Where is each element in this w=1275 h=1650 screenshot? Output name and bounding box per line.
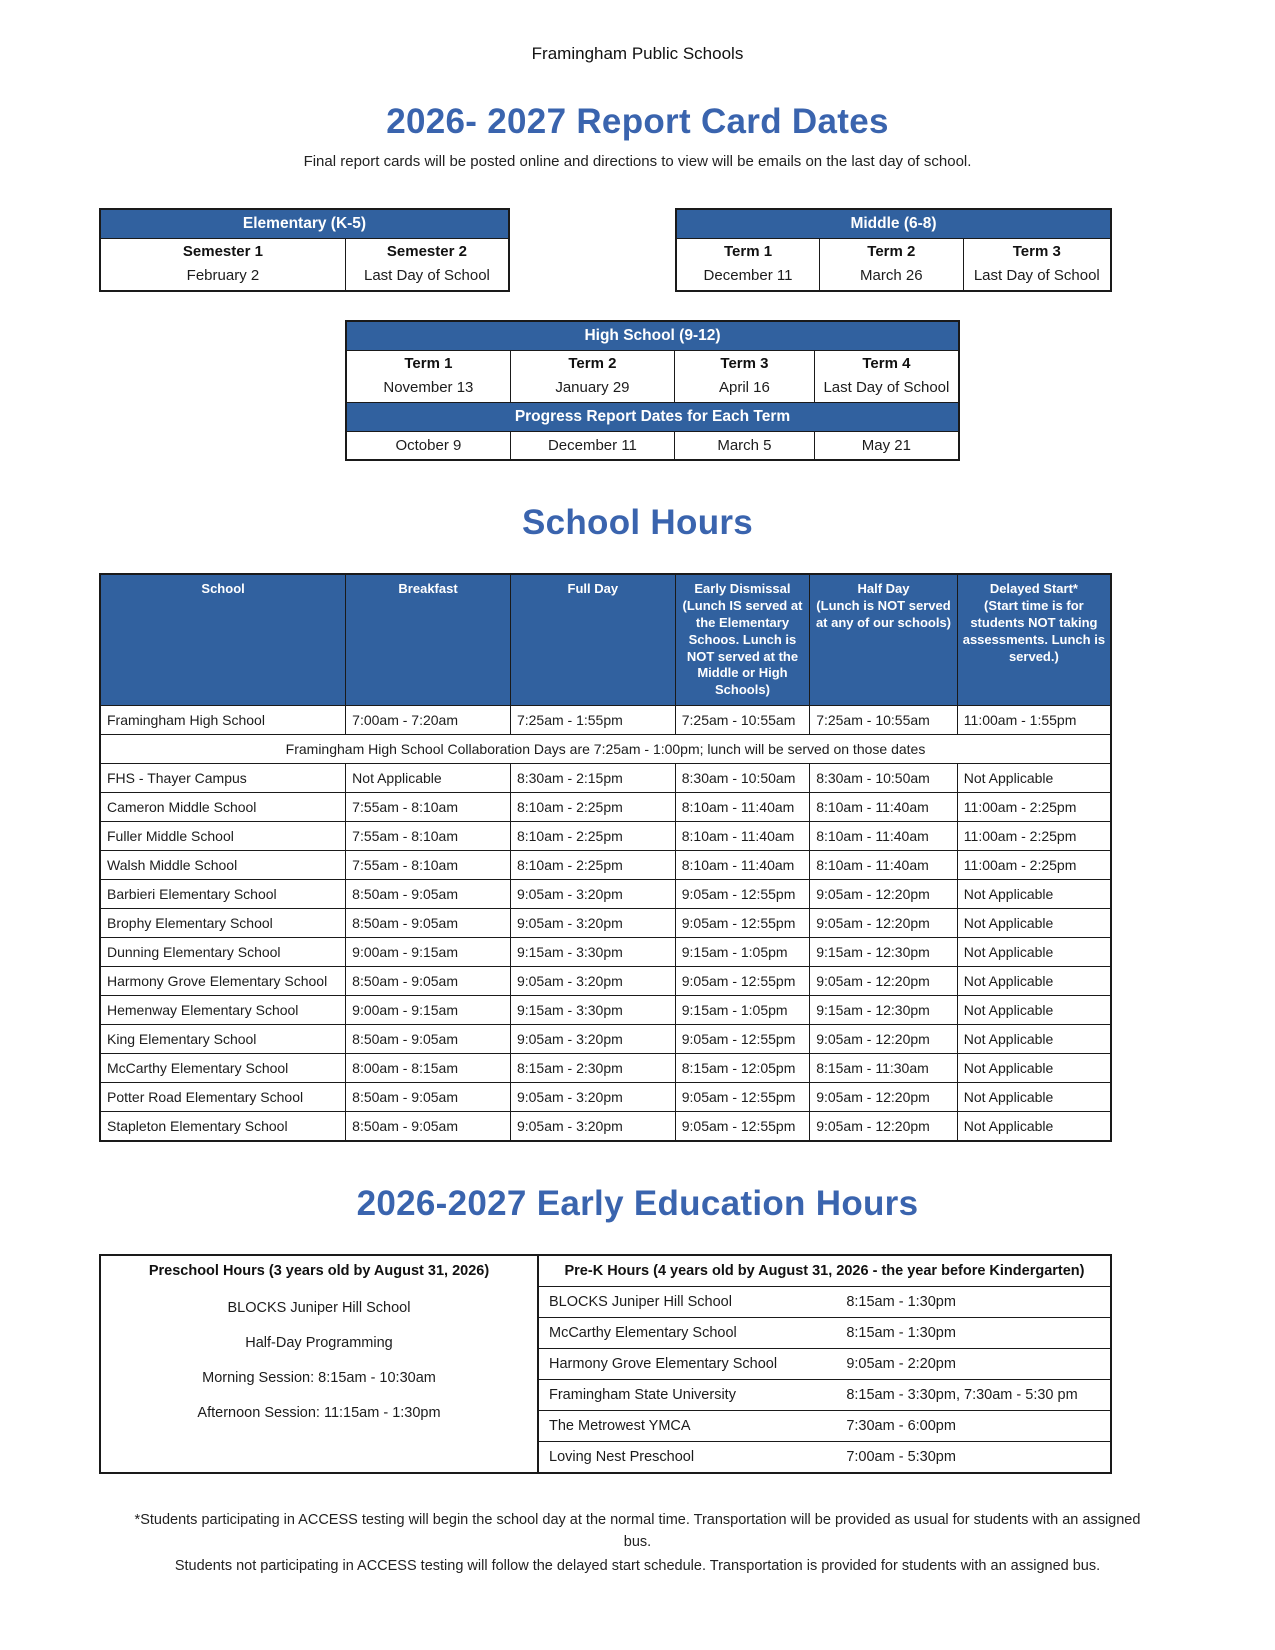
breakfast-cell: 8:50am - 9:05am [346, 909, 511, 938]
high-school-table-title: High School (9-12) [346, 321, 959, 351]
school-name-cell: Stapleton Elementary School [100, 1112, 346, 1142]
column-header-full-day [510, 574, 675, 706]
prek-site-hours: 7:30am - 6:00pm [846, 1418, 956, 1435]
term-label: Term 4 [862, 355, 911, 372]
full-day-cell: 8:10am - 2:25pm [510, 793, 675, 822]
middle-table-title: Middle (6-8) [676, 209, 1111, 239]
breakfast-cell: 7:55am - 8:10am [346, 793, 511, 822]
table-row [100, 938, 1111, 967]
school-name-cell: Brophy Elementary School [100, 909, 346, 938]
early-dismissal-cell: 8:30am - 10:50am [675, 764, 809, 793]
column-label: Delayed Start* [989, 581, 1078, 596]
table-row [346, 403, 959, 432]
school-name-cell: Dunning Elementary School [100, 938, 346, 967]
school-name-cell: Walsh Middle School [100, 851, 346, 880]
full-day-cell: 9:15am - 3:30pm [510, 938, 675, 967]
prek-site-hours: 7:00am - 5:30pm [846, 1449, 956, 1466]
early-dismissal-cell: 8:15am - 12:05pm [675, 1054, 809, 1083]
delayed-start-cell: Not Applicable [957, 1054, 1111, 1083]
access-testing-footnote: *Students participating in ACCESS testing will begin the school day at the normal time. Transportation will be provided as usual for students with an assigned bus. [134, 1512, 1141, 1550]
half-day-cell: 8:10am - 11:40am [810, 793, 958, 822]
half-day-cell: 9:05am - 12:20pm [810, 1112, 958, 1142]
half-day-cell: 9:05am - 12:20pm [810, 880, 958, 909]
school-name-cell: Barbieri Elementary School [100, 880, 346, 909]
full-day-cell: 7:25am - 1:55pm [510, 706, 675, 735]
term-label: Term 3 [720, 355, 769, 372]
footnotes [123, 1510, 1153, 1577]
prek-site-name: Framingham State University [549, 1387, 736, 1404]
school-name-cell: Cameron Middle School [100, 793, 346, 822]
school-name-cell: FHS - Thayer Campus [100, 764, 346, 793]
full-day-cell: 9:05am - 3:20pm [510, 909, 675, 938]
table-row [100, 1025, 1111, 1054]
table-row [100, 880, 1111, 909]
delayed-start-footnote: Students not participating in ACCESS testing will follow the delayed start schedule. Transportation is provided for students with an assigned bus. [174, 1557, 1101, 1574]
breakfast-cell: 7:00am - 7:20am [346, 706, 511, 735]
half-day-cell: 9:05am - 12:20pm [810, 1083, 958, 1112]
preschool-line: Half-Day Programming [245, 1335, 393, 1352]
elementary-table-title: Elementary (K-5) [100, 209, 509, 239]
early-dismissal-cell: 8:10am - 11:40am [675, 793, 809, 822]
elementary-semester1-cell [100, 239, 345, 292]
half-day-cell: 9:05am - 12:20pm [810, 909, 958, 938]
table-row [100, 764, 1111, 793]
table-row [100, 239, 509, 292]
prek-site-hours: 8:15am - 1:30pm [846, 1325, 956, 1342]
prek-row [539, 1411, 1110, 1442]
table-row [100, 996, 1111, 1025]
early-education-title: 2026-2027 Early Education Hours [356, 1184, 919, 1224]
school-name-cell: Hemenway Elementary School [100, 996, 346, 1025]
prek-site-name: The Metrowest YMCA [549, 1418, 691, 1435]
half-day-cell: 8:10am - 11:40am [810, 822, 958, 851]
table-row [100, 822, 1111, 851]
breakfast-cell: 8:50am - 9:05am [346, 1112, 511, 1142]
prek-hours-header: Pre-K Hours (4 years old by August 31, 2026 - the year before Kindergarten) [539, 1256, 1110, 1287]
term-date: November 13 [383, 379, 474, 396]
half-day-cell: 9:15am - 12:30pm [810, 938, 958, 967]
early-dismissal-cell: 9:05am - 12:55pm [675, 909, 809, 938]
column-label: Half Day [857, 581, 910, 596]
full-day-cell: 9:05am - 3:20pm [510, 1025, 675, 1054]
early-dismissal-cell: 8:10am - 11:40am [675, 851, 809, 880]
column-label: Early Dismissal [694, 581, 791, 596]
school-hours-title: School Hours [521, 503, 754, 542]
full-day-cell: 9:15am - 3:30pm [510, 996, 675, 1025]
report-card-dates-subtitle: Final report cards will be posted online and directions to view will be emails on the last day of school. [303, 153, 972, 170]
column-header-school [100, 574, 346, 706]
elementary-semester2-cell [345, 239, 509, 292]
delayed-start-cell: Not Applicable [957, 938, 1111, 967]
delayed-start-cell: Not Applicable [957, 909, 1111, 938]
breakfast-cell: 7:55am - 8:10am [346, 822, 511, 851]
delayed-start-cell: 11:00am - 2:25pm [957, 793, 1111, 822]
delayed-start-cell: Not Applicable [957, 764, 1111, 793]
column-header-breakfast [346, 574, 511, 706]
early-dismissal-cell: 9:05am - 12:55pm [675, 1025, 809, 1054]
prek-site-name: McCarthy Elementary School [549, 1325, 737, 1342]
progress-date-cell: December 11 [510, 432, 674, 461]
early-dismissal-cell: 7:25am - 10:55am [675, 706, 809, 735]
term-date: Last Day of School [973, 267, 1100, 284]
delayed-start-cell: Not Applicable [957, 1112, 1111, 1142]
early-dismissal-cell: 8:10am - 11:40am [675, 822, 809, 851]
breakfast-cell: 9:00am - 9:15am [346, 996, 511, 1025]
school-name-cell: Potter Road Elementary School [100, 1083, 346, 1112]
column-label: School [201, 581, 245, 596]
early-dismissal-cell: 9:15am - 1:05pm [675, 996, 809, 1025]
delayed-start-cell: Not Applicable [957, 1025, 1111, 1054]
prek-row [539, 1442, 1110, 1472]
prek-row [539, 1380, 1110, 1411]
table-row [676, 239, 1111, 292]
delayed-start-cell: Not Applicable [957, 996, 1111, 1025]
table-row [100, 909, 1111, 938]
table-row [100, 1083, 1111, 1112]
full-day-cell: 9:05am - 3:20pm [510, 967, 675, 996]
full-day-cell: 8:10am - 2:25pm [510, 822, 675, 851]
term-date: December 11 [703, 267, 793, 284]
middle-term3-cell [963, 239, 1111, 292]
column-label: Breakfast [398, 581, 458, 596]
half-day-cell: 7:25am - 10:55am [810, 706, 958, 735]
early-dismissal-cell: 9:05am - 12:55pm [675, 967, 809, 996]
table-row [346, 432, 959, 461]
table-row [100, 967, 1111, 996]
delayed-start-cell: 11:00am - 1:55pm [957, 706, 1111, 735]
half-day-cell: 9:05am - 12:20pm [810, 1025, 958, 1054]
breakfast-cell: 7:55am - 8:10am [346, 851, 511, 880]
column-header-half-day [810, 574, 958, 706]
delayed-start-cell: Not Applicable [957, 1083, 1111, 1112]
term-label: Term 2 [867, 243, 916, 260]
table-row [100, 851, 1111, 880]
high-term3-cell [675, 351, 815, 403]
report-dates-tables-row [99, 208, 1112, 292]
progress-date-cell: March 5 [675, 432, 815, 461]
breakfast-cell: Not Applicable [346, 764, 511, 793]
term-date: April 16 [719, 379, 770, 396]
prek-row [539, 1318, 1110, 1349]
column-label: Full Day [567, 581, 619, 596]
breakfast-cell: 8:50am - 9:05am [346, 1025, 511, 1054]
full-day-cell: 9:05am - 3:20pm [510, 1083, 675, 1112]
breakfast-cell: 8:00am - 8:15am [346, 1054, 511, 1083]
delayed-start-cell: 11:00am - 2:25pm [957, 851, 1111, 880]
full-day-cell: 9:05am - 3:20pm [510, 880, 675, 909]
half-day-cell: 9:15am - 12:30pm [810, 996, 958, 1025]
high-term1-cell [346, 351, 510, 403]
preschool-line: BLOCKS Juniper Hill School [227, 1300, 411, 1317]
school-name-cell: Framingham High School [100, 706, 346, 735]
half-day-cell: 8:15am - 11:30am [810, 1054, 958, 1083]
breakfast-cell: 8:50am - 9:05am [346, 880, 511, 909]
school-name-cell: Harmony Grove Elementary School [100, 967, 346, 996]
term-label: Term 3 [1012, 243, 1061, 260]
preschool-line: Afternoon Session: 11:15am - 1:30pm [197, 1405, 441, 1422]
preschool-line: Morning Session: 8:15am - 10:30am [202, 1370, 436, 1387]
prek-site-name: BLOCKS Juniper Hill School [549, 1294, 732, 1311]
breakfast-cell: 8:50am - 9:05am [346, 967, 511, 996]
school-hours-table [99, 573, 1112, 1142]
table-row [100, 1054, 1111, 1083]
column-header-early-dismissal [675, 574, 809, 706]
early-dismissal-cell: 9:05am - 12:55pm [675, 880, 809, 909]
breakfast-cell: 9:00am - 9:15am [346, 938, 511, 967]
early-dismissal-cell: 9:15am - 1:05pm [675, 938, 809, 967]
report-card-dates-title: 2026- 2027 Report Card Dates [386, 102, 889, 141]
preschool-hours-header: Preschool Hours (3 years old by August 31, 2026) [148, 1263, 490, 1280]
prek-site-hours: 8:15am - 1:30pm [846, 1294, 956, 1311]
term-date: March 26 [860, 267, 923, 284]
term-label: Term 2 [568, 355, 617, 372]
delayed-start-cell: Not Applicable [957, 967, 1111, 996]
term-label: Semester 1 [182, 243, 263, 260]
early-dismissal-cell: 9:05am - 12:55pm [675, 1112, 809, 1142]
progress-date-cell: May 21 [814, 432, 959, 461]
prek-row [539, 1287, 1110, 1318]
column-header-delayed-start [957, 574, 1111, 706]
prek-site-name: Harmony Grove Elementary School [549, 1356, 778, 1373]
term-date: January 29 [555, 379, 630, 396]
elementary-report-dates-table [99, 208, 510, 292]
half-day-cell: 8:10am - 11:40am [810, 851, 958, 880]
early-education-table [99, 1254, 1112, 1474]
table-header-row [100, 574, 1111, 706]
middle-term1-cell [676, 239, 820, 292]
preschool-hours-cell [101, 1256, 539, 1472]
column-note: (Lunch IS served at the Elementary Schoos. Lunch is NOT served at the Middle or High Schools) [682, 597, 803, 698]
org-name: Framingham Public Schools [531, 44, 744, 63]
term-date: Last Day of School [363, 267, 490, 284]
table-row [100, 706, 1111, 735]
table-row [346, 351, 959, 403]
table-row [100, 1112, 1111, 1142]
half-day-cell: 9:05am - 12:20pm [810, 967, 958, 996]
prek-site-hours: 8:15am - 3:30pm, 7:30am - 5:30 pm [846, 1387, 1078, 1404]
progress-date-cell: October 9 [346, 432, 510, 461]
table-row [346, 321, 959, 351]
school-name-cell: McCarthy Elementary School [100, 1054, 346, 1083]
table-row [100, 793, 1111, 822]
term-date: Last Day of School [823, 379, 950, 396]
prek-row [539, 1349, 1110, 1380]
collaboration-note: Framingham High School Collaboration Days are 7:25am - 1:00pm; lunch will be served on those dates [100, 735, 1111, 764]
table-row [676, 209, 1111, 239]
school-name-cell: King Elementary School [100, 1025, 346, 1054]
progress-report-dates-title: Progress Report Dates for Each Term [346, 403, 959, 432]
table-row [100, 209, 509, 239]
school-name-cell: Fuller Middle School [100, 822, 346, 851]
high-school-report-dates-table [345, 320, 960, 461]
middle-term2-cell [820, 239, 964, 292]
term-label: Term 1 [723, 243, 773, 260]
early-dismissal-cell: 9:05am - 12:55pm [675, 1083, 809, 1112]
high-term2-cell [510, 351, 674, 403]
full-day-cell: 8:10am - 2:25pm [510, 851, 675, 880]
delayed-start-cell: 11:00am - 2:25pm [957, 822, 1111, 851]
full-day-cell: 8:15am - 2:30pm [510, 1054, 675, 1083]
prek-site-name: Loving Nest Preschool [549, 1449, 695, 1466]
middle-report-dates-table [675, 208, 1112, 292]
term-date: February 2 [186, 267, 260, 284]
prek-hours-cell [539, 1256, 1110, 1472]
column-note: (Start time is for students NOT taking assessments. Lunch is served.) [962, 597, 1106, 664]
term-label: Term 1 [404, 355, 453, 372]
column-note: (Lunch is NOT served at any of our schools) [815, 597, 952, 630]
full-day-cell: 9:05am - 3:20pm [510, 1112, 675, 1142]
breakfast-cell: 8:50am - 9:05am [346, 1083, 511, 1112]
collaboration-note-row [100, 735, 1111, 764]
prek-site-hours: 9:05am - 2:20pm [846, 1356, 956, 1373]
high-term4-cell [814, 351, 959, 403]
half-day-cell: 8:30am - 10:50am [810, 764, 958, 793]
term-label: Semester 2 [386, 243, 467, 260]
full-day-cell: 8:30am - 2:15pm [510, 764, 675, 793]
delayed-start-cell: Not Applicable [957, 880, 1111, 909]
